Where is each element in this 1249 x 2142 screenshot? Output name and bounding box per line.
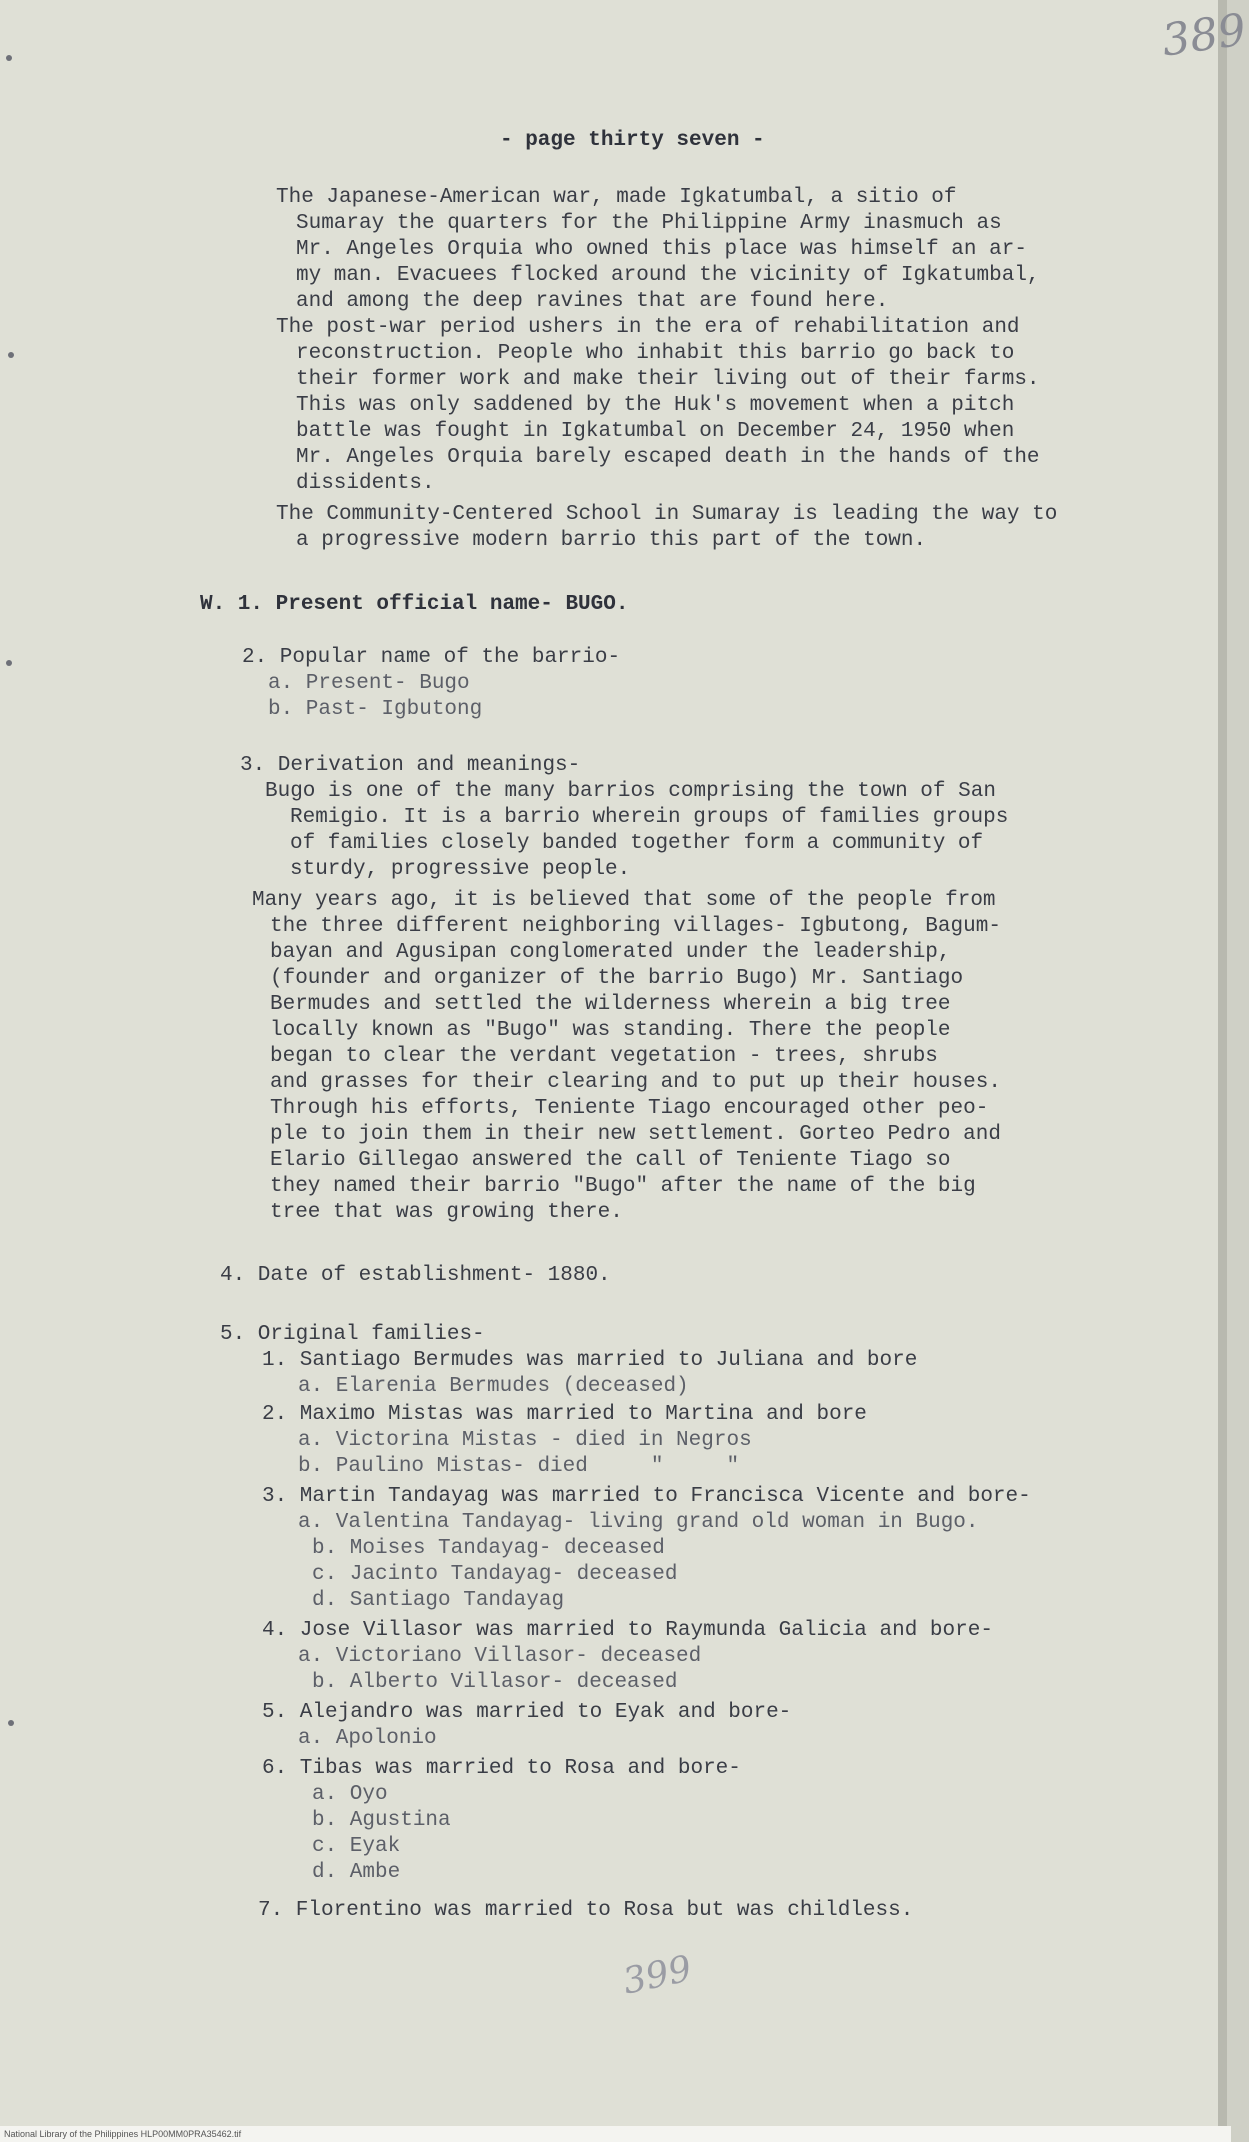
text-line: began to clear the verdant vegetation - trees, shrubs xyxy=(270,1045,938,1068)
text-line: The post-war period ushers in the era of rehabilitation and xyxy=(276,316,1020,339)
text-line: a. Apolonio xyxy=(298,1727,437,1750)
text-line: b. Paulino Mistas- died " " xyxy=(298,1455,740,1478)
text-line: 7. Florentino was married to Rosa but was childless. xyxy=(258,1899,914,1922)
text-line: they named their barrio "Bugo" after the name of the big xyxy=(270,1175,976,1198)
text-line: b. Past- Igbutong xyxy=(268,698,483,721)
scan-mark xyxy=(8,1720,14,1726)
text-line: Remigio. It is a barrio wherein groups of families groups xyxy=(290,806,1009,829)
text-line: their former work and make their living out of their farms. xyxy=(296,368,1040,391)
text-line: Bugo is one of the many barrios comprising the town of San xyxy=(265,780,996,803)
text-line: b. Agustina xyxy=(312,1809,451,1832)
text-line: and grasses for their clearing and to put up their houses. xyxy=(270,1071,1001,1094)
text-line: 4. Jose Villasor was married to Raymunda Galicia and bore- xyxy=(262,1619,993,1642)
text-line: This was only saddened by the Huk's movement when a pitch xyxy=(296,394,1015,417)
text-line: c. Eyak xyxy=(312,1835,401,1858)
text-line: b. Alberto Villasor- deceased xyxy=(312,1671,678,1694)
text-line: Sumaray the quarters for the Philippine Army inasmuch as xyxy=(296,212,1002,235)
text-line: 6. Tibas was married to Rosa and bore- xyxy=(262,1757,741,1780)
text-line: W. 1. Present official name- BUGO. xyxy=(200,593,629,616)
text-line: Elario Gillegao answered the call of Teniente Tiago so xyxy=(270,1149,951,1172)
text-line: Mr. Angeles Orquia who owned this place was himself an ar- xyxy=(296,238,1027,261)
text-line: bayan and Agusipan conglomerated under the leadership, xyxy=(270,941,951,964)
text-line: 4. Date of establishment- 1880. xyxy=(220,1264,611,1287)
text-line: a. Oyo xyxy=(312,1783,388,1806)
text-line: The Japanese-American war, made Igkatumbal, a sitio of xyxy=(276,186,957,209)
text-line: ple to join them in their new settlement. Gorteo Pedro and xyxy=(270,1123,1001,1146)
text-line: dissidents. xyxy=(296,472,435,495)
text-line: battle was fought in Igkatumbal on December 24, 1950 when xyxy=(296,420,1015,443)
archive-footer: National Library of the Philippines HLP00MM0PRA35462.tif xyxy=(0,2126,1231,2142)
scan-mark xyxy=(8,352,14,358)
text-line: locally known as "Bugo" was standing. There the people xyxy=(270,1019,951,1042)
text-line: tree that was growing there. xyxy=(270,1201,623,1224)
text-line: 2. Popular name of the barrio- xyxy=(242,646,621,669)
text-line: Bermudes and settled the wilderness wherein a big tree xyxy=(270,993,951,1016)
text-line: a. Present- Bugo xyxy=(268,672,470,695)
text-line: a. Elarenia Bermudes (deceased) xyxy=(298,1375,689,1398)
text-line: a progressive modern barrio this part of the town. xyxy=(296,529,927,552)
text-line: and among the deep ravines that are found here. xyxy=(296,290,889,313)
text-line: a. Victorina Mistas - died in Negros xyxy=(298,1429,752,1452)
text-line: 5. Original families- xyxy=(220,1323,485,1346)
text-line: d. Ambe xyxy=(312,1861,401,1884)
scan-mark xyxy=(6,660,12,666)
text-line: a. Victoriano Villasor- deceased xyxy=(298,1645,702,1668)
text-line: of families closely banded together form a community of xyxy=(290,832,984,855)
text-line: 1. Santiago Bermudes was married to Juliana and bore xyxy=(262,1349,918,1372)
text-line: 3. Derivation and meanings- xyxy=(240,754,581,777)
text-line: Through his efforts, Teniente Tiago encouraged other peo- xyxy=(270,1097,989,1120)
text-line: (founder and organizer of the barrio Bugo) Mr. Santiago xyxy=(270,967,964,990)
text-line: sturdy, progressive people. xyxy=(290,858,631,881)
text-line: Many years ago, it is believed that some of the people from xyxy=(252,889,996,912)
scan-mark xyxy=(6,55,12,61)
page-header: - page thirty seven - xyxy=(500,129,765,152)
text-line: d. Santiago Tandayag xyxy=(312,1589,565,1612)
text-line: b. Moises Tandayag- deceased xyxy=(312,1537,665,1560)
text-line: reconstruction. People who inhabit this barrio go back to xyxy=(296,342,1015,365)
text-line: a. Valentina Tandayag- living grand old woman in Bugo. xyxy=(298,1511,979,1534)
handwritten-page-number: 389 xyxy=(1158,4,1249,67)
text-line: my man. Evacuees flocked around the vicinity of Igkatumbal, xyxy=(296,264,1040,287)
text-line: c. Jacinto Tandayag- deceased xyxy=(312,1563,678,1586)
handwritten-bottom-number: 399 xyxy=(619,1948,696,2003)
text-line: The Community-Centered School in Sumaray is leading the way to xyxy=(276,503,1058,526)
text-line: 5. Alejandro was married to Eyak and bore- xyxy=(262,1701,792,1724)
page-edge xyxy=(1218,0,1227,2142)
text-line: 2. Maximo Mistas was married to Martina and bore xyxy=(262,1403,867,1426)
text-line: Mr. Angeles Orquia barely escaped death in the hands of the xyxy=(296,446,1040,469)
text-line: the three different neighboring villages- Igbutong, Bagum- xyxy=(270,915,1001,938)
text-line: 3. Martin Tandayag was married to Francisca Vicente and bore- xyxy=(262,1485,1031,1508)
